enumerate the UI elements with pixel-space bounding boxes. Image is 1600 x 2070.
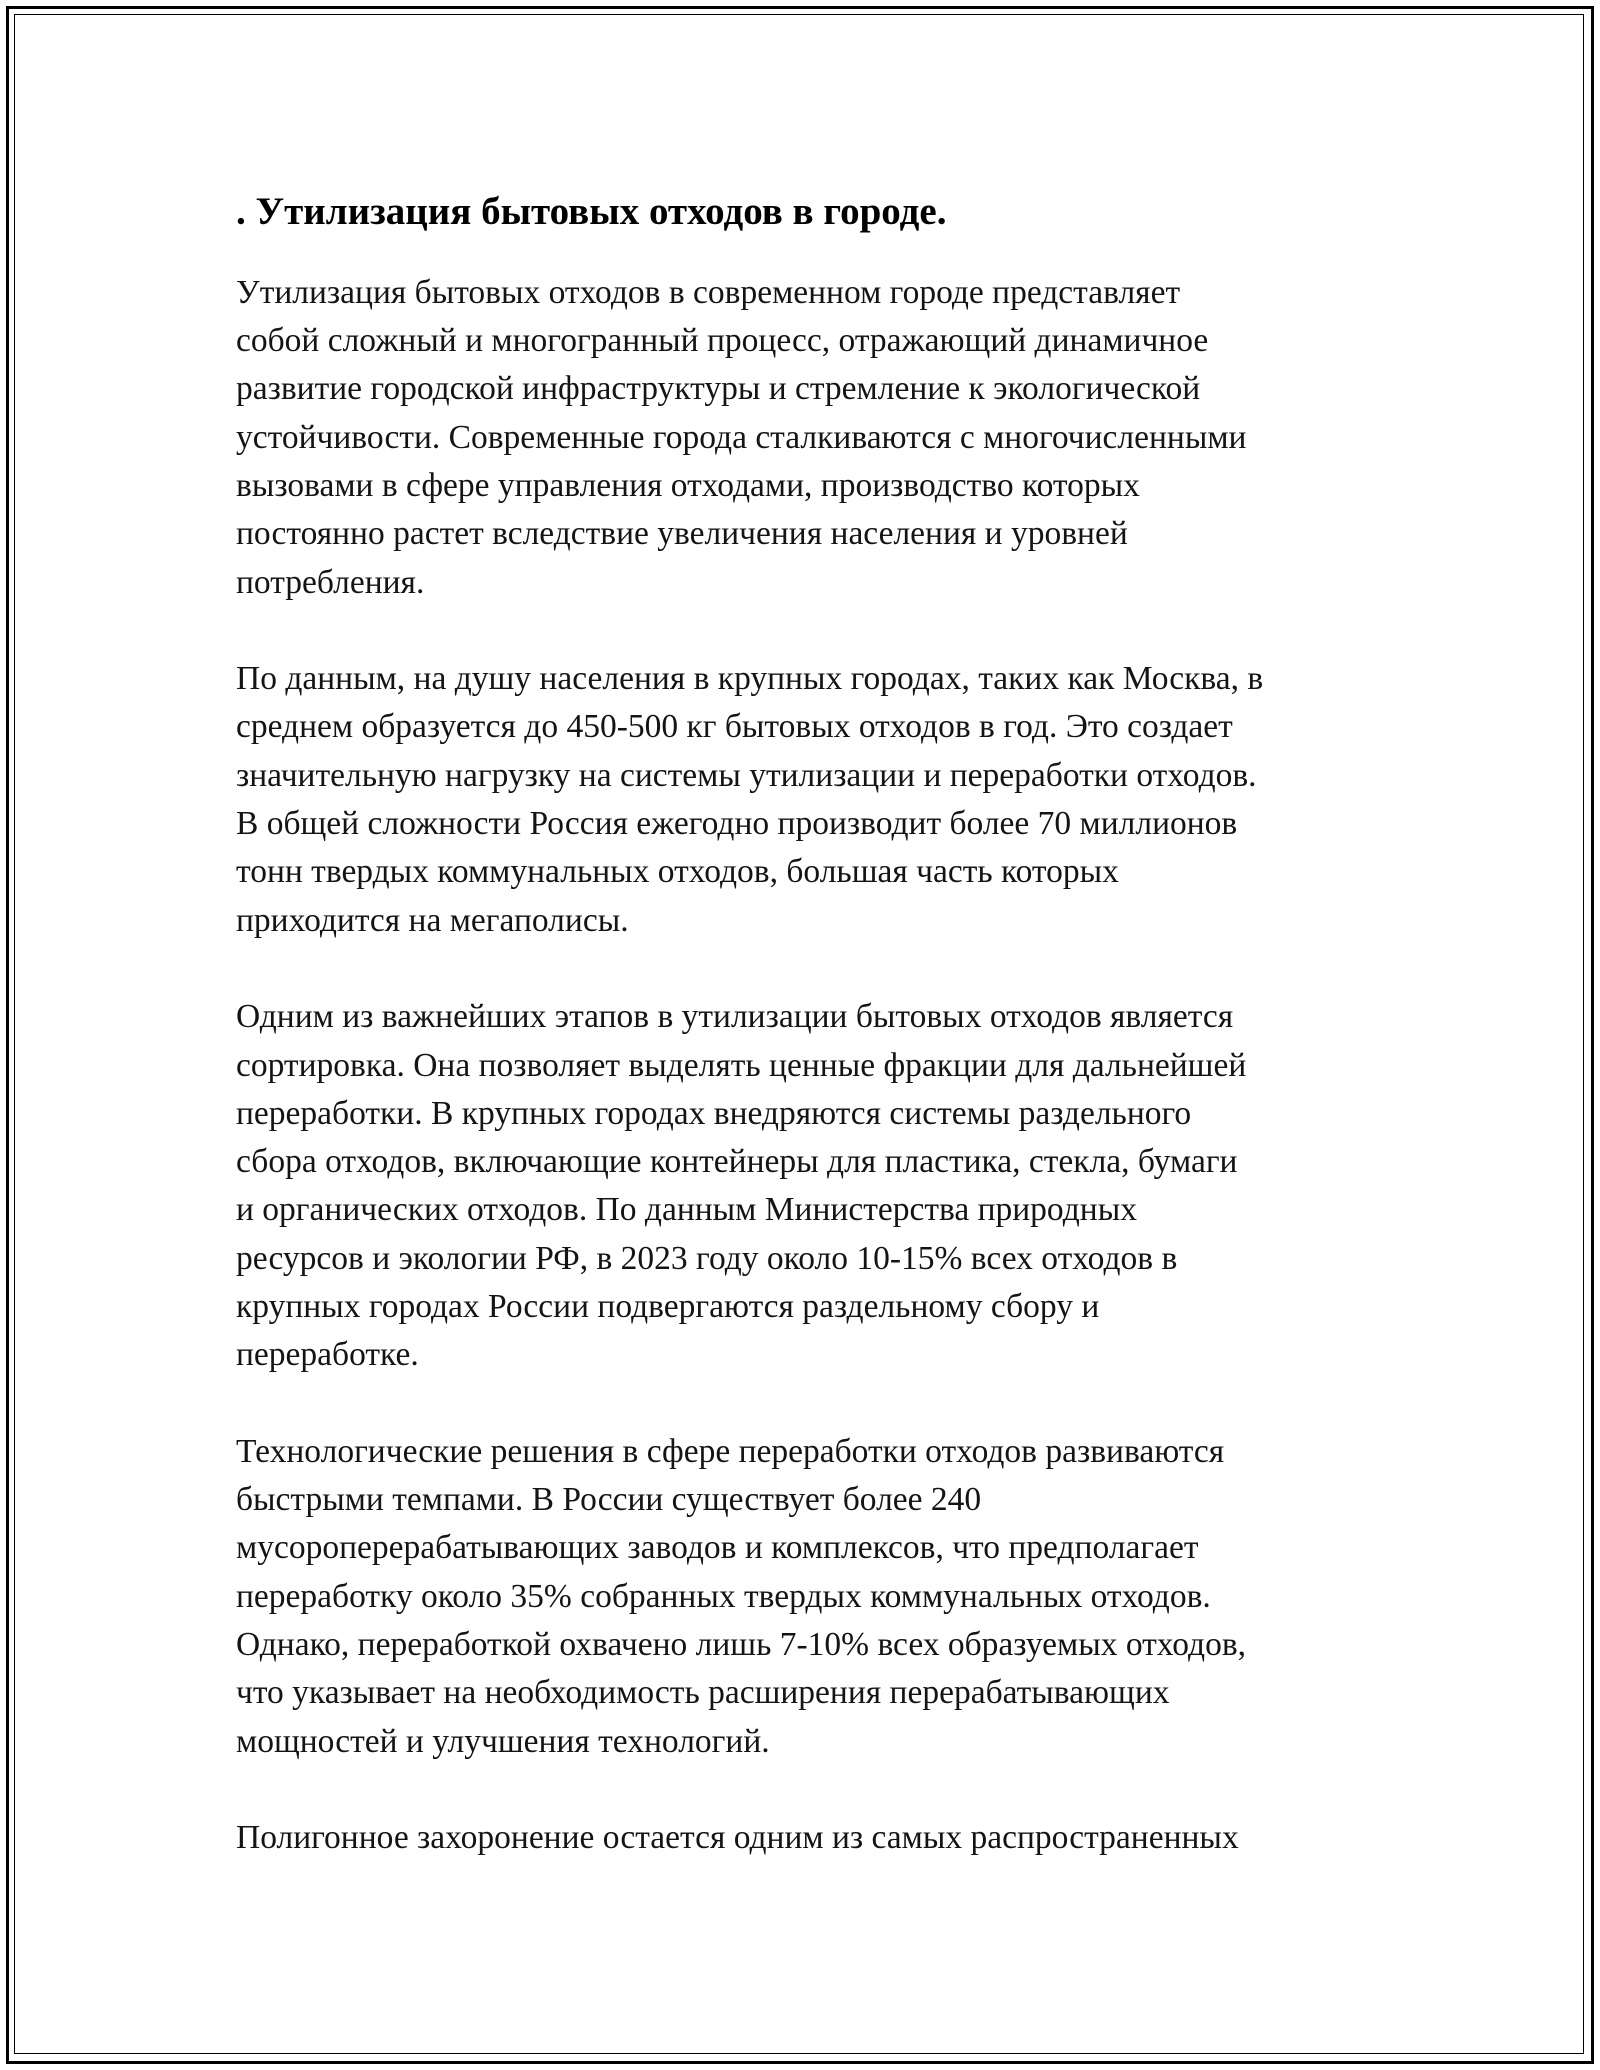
text-line: Полигонное захоронение остается одним из самых распространенных	[236, 1819, 1239, 1857]
text-line: развитие городской инфраструктуры и стремление к экологической	[236, 370, 1201, 408]
text-line: ресурсов и экологии РФ, в 2023 году около 10-15% всех отходов в	[236, 1239, 1178, 1277]
text-line: сортировка. Она позволяет выделять ценные фракции для дальнейшей	[236, 1046, 1247, 1084]
text-line: переработке.	[236, 1336, 419, 1374]
paragraph	[236, 655, 1386, 945]
text-line: значительную нагрузку на системы утилизации и переработки отходов.	[236, 756, 1257, 794]
text-line: потребления.	[236, 563, 425, 601]
paragraph	[236, 1428, 1386, 1766]
text-line: приходится на мегаполисы.	[236, 901, 629, 939]
text-line: что указывает на необходимость расширения перерабатывающих	[236, 1674, 1170, 1712]
text-line: переработки. В крупных городах внедряются системы раздельного	[236, 1094, 1192, 1132]
paragraph-spacer	[236, 1766, 1386, 1814]
text-line: крупных городах России подвергаются раздельному сбору и	[236, 1287, 1100, 1325]
text-line: и органических отходов. По данным Министерства природных	[236, 1191, 1137, 1229]
text-line: По данным, на душу населения в крупных городах, таких как Москва, в	[236, 660, 1264, 698]
paragraph-spacer	[236, 607, 1386, 655]
paragraph	[236, 269, 1386, 607]
text-line: быстрыми темпами. В России существует более 240	[236, 1481, 982, 1519]
text-line: мощностей и улучшения технологий.	[236, 1722, 770, 1760]
text-line: вызовами в сфере управления отходами, производство которых	[236, 466, 1140, 504]
paragraph-spacer	[236, 945, 1386, 993]
text-line: Однако, переработкой охвачено лишь 7-10% всех образуемых отходов,	[236, 1626, 1247, 1664]
text-line: постоянно растет вследствие увеличения населения и уровней	[236, 515, 1128, 553]
text-line: мусороперерабатывающих заводов и комплексов, что предполагает	[236, 1529, 1199, 1567]
paragraph-list	[236, 269, 1386, 1863]
text-line: тонн твердых коммунальных отходов, большая часть которых	[236, 853, 1119, 891]
text-line: переработку около 35% собранных твердых коммунальных отходов.	[236, 1577, 1211, 1615]
paragraph-spacer	[236, 1380, 1386, 1428]
text-line: Технологические решения в сфере переработки отходов развиваются	[236, 1432, 1225, 1470]
paragraph	[236, 993, 1386, 1379]
text-line: Утилизация бытовых отходов в современном городе представляет	[236, 273, 1181, 311]
text-line: Одним из важнейших этапов в утилизации бытовых отходов является	[236, 998, 1234, 1036]
text-line: сбора отходов, включающие контейнеры для пластика, стекла, бумаги	[236, 1143, 1238, 1181]
document-body	[236, 188, 1386, 1863]
text-line: устойчивости. Современные города сталкиваются с многочисленными	[236, 418, 1247, 456]
paragraph	[236, 1814, 1386, 1862]
text-line: собой сложный и многогранный процесс, отражающий динамичное	[236, 322, 1209, 360]
text-line: В общей сложности Россия ежегодно производит более 70 миллионов	[236, 805, 1238, 843]
page-title: . Утилизация бытовых отходов в городе.	[236, 190, 947, 233]
text-line: среднем образуется до 450-500 кг бытовых отходов в год. Это создает	[236, 708, 1233, 746]
